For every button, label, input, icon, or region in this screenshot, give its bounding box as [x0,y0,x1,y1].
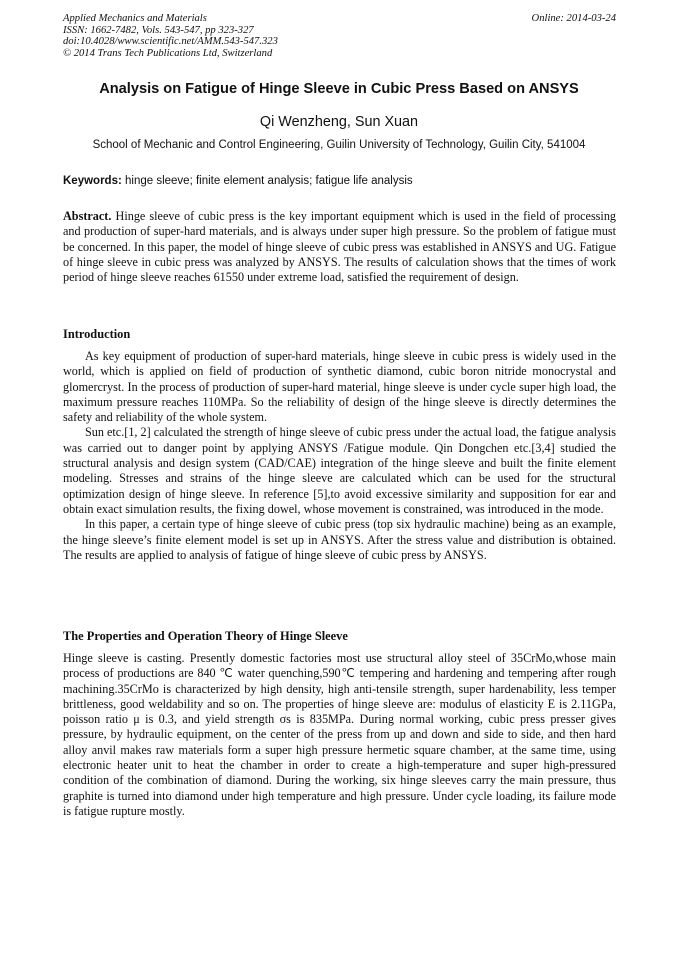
section-heading-properties: The Properties and Operation Theory of Hinge Sleeve [63,629,348,643]
intro-paragraph: As key equipment of production of super-hard materials, hinge sleeve in cubic press is widely used in the world, which is applied on field of production of synthetic diamond, cubic boron nitride monocrystal and glomercryst. In the process of production of super-hard material, hinge sleeve is under cycle super high load, the maximum pressure reaches 110MPa. So the reliability of design of the hinge sleeve is directly determines the safety and reliability of the whole system. [63,349,616,425]
keywords [63,175,616,187]
doi-line: doi:10.4028/www.scientific.net/AMM.543-547.323 [63,36,278,47]
journal-name: Applied Mechanics and Materials [63,13,207,24]
introduction-body [63,349,616,563]
issn-line: ISSN: 1662-7482, Vols. 543-547, pp 323-327 [63,24,254,36]
copyright-line: © 2014 Trans Tech Publications Ltd, Switzerland [63,47,273,59]
keywords-text: hinge sleeve; finite element analysis; fatigue life analysis [125,175,413,187]
properties-paragraph: Hinge sleeve is casting. Presently domestic factories most use structural alloy steel of 35CrMo,whose main process of productions are 840 ℃ water quenching,590℃ tempering and hardening and tempering after rough machining.35CrMo is characterized by high density, high anti-tensile strength, super hardenability, less temper brittleness, good weldability and so on. The properties of hinge sleeve are: modulus of elasticity E is 2.11GPa, poisson ratio μ is 0.3, and yield strength σs is 835MPa. During normal working, cubic press presser gives pressure, by hydraulic equipment, on the center of the press from up and down and side to side, and then hard alloy anvil makes raw materials form a super high pressure hermetic square chamber, at the same time, using electronic heater unit to heat the chamber in order to create a high-temperature and super high-pressured condition of the combination of diamond. During the working, six hinge sleeves carry the main pressure, thus graphite is turned into diamond under high temperature and high pressure. Under cycle loading, its failure mode is fatigue rupture mostly. [63,651,616,818]
keywords-label: Keywords: [63,175,122,187]
properties-body [63,651,616,819]
abstract-text: Hinge sleeve of cubic press is the key important equipment which is used in the field of processing and production of super-hard materials, and is always under super high pressure. So the problem of fatigue must be concerned. In this paper, the model of hinge sleeve of cubic press was established in ANSYS and UG. Fatigue of hinge sleeve in cubic press was analyzed by ANSYS. The results of calculation shows that the times of work period of hinge sleeve reaches 61550 under extreme load, satisfied the requirement of design. [63,209,617,285]
affiliation: School of Mechanic and Control Engineering, Guilin University of Technology, Guilin City, 541004 [92,139,586,151]
abstract [63,209,616,285]
authors: Qi Wenzheng, Sun Xuan [259,114,419,130]
paper-title: Analysis on Fatigue of Hinge Sleeve in Cubic Press Based on ANSYS [99,81,579,97]
abstract-label: Abstract. [63,209,112,223]
section-heading-introduction: Introduction [63,327,131,341]
intro-paragraph: Sun etc.[1, 2] calculated the strength of hinge sleeve of cubic press under the actual load, the fatigue analysis was carried out to danger point by applying ANSYS /Fatigue module. Qin Dongchen etc.[3,4] studied the structural analysis and design system (CAD/CAE) integration of the hinge sleeve and built the finite element modeling. Stresses and strains of the hinge sleeve are calculated which can be used for the structural optimization design of hinge sleeve. In reference [5],to avoid excessive similarity and supposition for ear and obtain exact simulation results, the fixing dowel, whose movement is constrained, was introduced in the mode. [63,425,616,516]
intro-paragraph: In this paper, a certain type of hinge sleeve of cubic press (top six hydraulic machine) being as an example, the hinge sleeve’s finite element model is set up in ANSYS. After the stress value and distribution is obtained. The results are applied to analysis of fatigue of hinge sleeve of cubic press by ANSYS. [63,517,616,562]
online-date: Online: 2014-03-24 [531,13,616,24]
journal-header [63,13,616,59]
